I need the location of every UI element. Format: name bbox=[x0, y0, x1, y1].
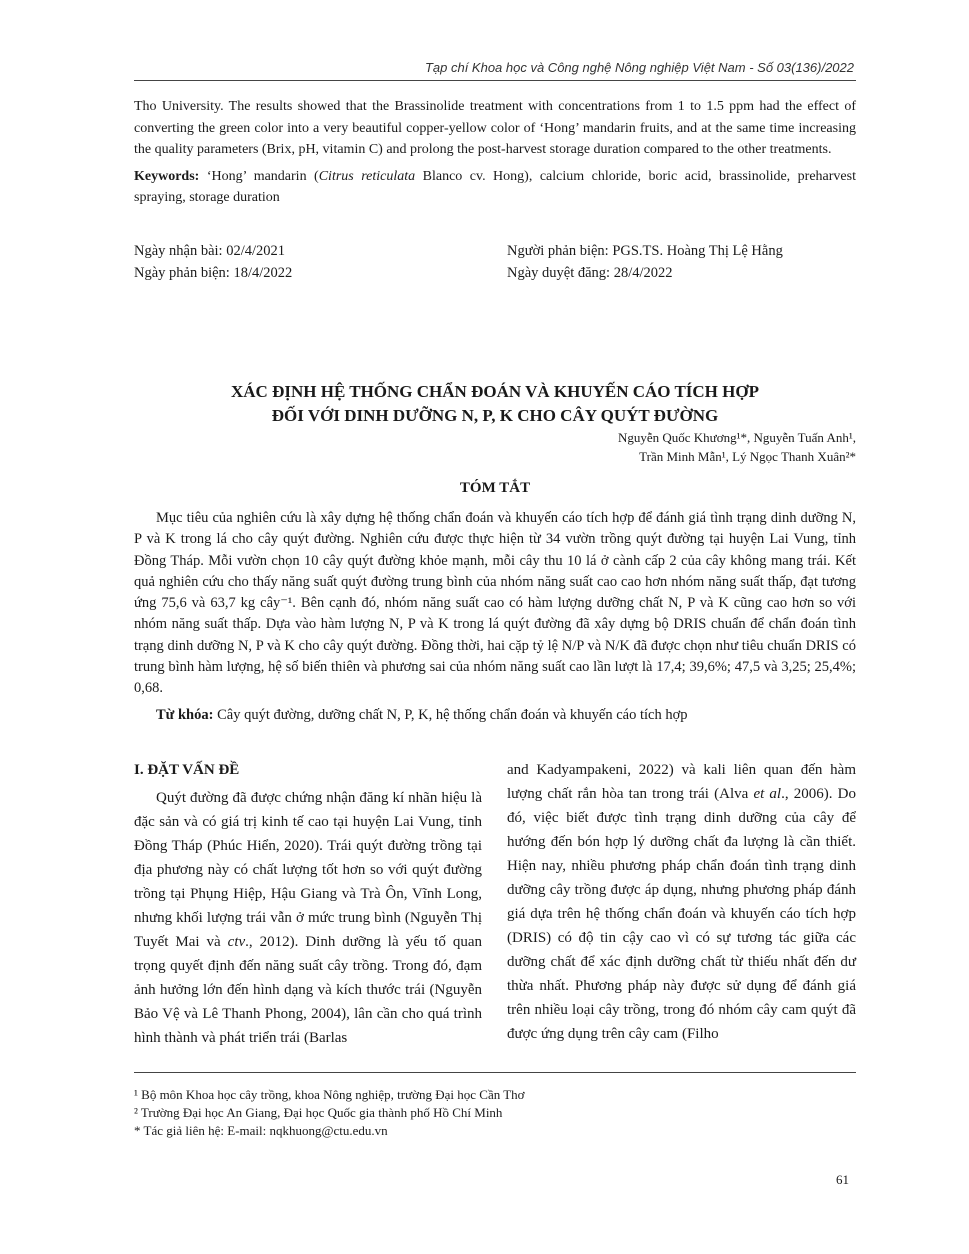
journal-header: Tạp chí Khoa học và Công nghệ Nông nghiệp Việt Nam - Số 03(136)/2022 bbox=[424, 60, 854, 75]
vietnamese-keywords-label: Từ khóa: bbox=[156, 706, 214, 723]
authors-line-2: Trần Minh Mẫn¹, Lý Ngọc Thanh Xuân²* bbox=[639, 449, 856, 464]
vietnamese-keywords-text: Cây quýt đường, dưỡng chất N, P, K, hệ thống chẩn đoán và khuyến cáo tích hợp bbox=[213, 706, 688, 723]
vietnamese-keywords bbox=[134, 705, 856, 726]
date-reviewed: Ngày phản biện: 18/4/2022 bbox=[134, 265, 293, 281]
header-rule bbox=[134, 80, 856, 81]
body-left-paragraph bbox=[134, 786, 482, 1050]
body-left-text-b: ., 2012). Dinh dưỡng là yếu tố quan trọng quyết định đến năng suất cây trồng. Trong đó, đạm ảnh hưởng lớn đến hình dạng và kích thước trái (Nguyễn Bảo Vệ và Lê Thanh Phong, 2004), lân cần cho quá trình hình thành và phát triển trái (Barlas bbox=[134, 934, 482, 1046]
vietnamese-abstract-text: Mục tiêu của nghiên cứu là xây dựng hệ thống chẩn đoán và khuyến cáo tích hợp để đánh giá tình trạng dinh dưỡng N, P và K trong lá cho cây quýt đường. Nghiên cứu được thực hiện từ 34 vườn trồng quýt đường tại huyện Lai Vung, tỉnh Đồng Tháp. Mỗi vườn chọn 10 cây quýt đường khỏe mạnh, mỗi cây thu 10 lá ở cành cấp 2 của cây không mang trái. Kết quả nghiên cứu cho thấy năng suất quýt đường trung bình của nhóm năng suất cao cao hơn nhóm năng suất thấp, đạt tương ứng 75,6 và 63,7 kg cây⁻¹. Bên cạnh đó, nhóm năng suất cao có hàm lượng dưỡng chất N, P và K cũng cao hơn so với nhóm năng suất thấp. Dựa vào hàm lượng N, P và K trong lá quýt đường đã xây dựng bộ DRIS chuẩn để chẩn đoán tình trạng dinh dưỡng N, P và K cho cây quýt đường. Đồng thời, hai cặp tỷ lệ N/P và N/K đã được chọn như tiêu chuẩn DRIS có trung bình hàm lượng, hệ số biến thiên và phương sai của nhóm năng suất cao lần lượt là 17,4; 39,6%; 47,5 và 3,25; 25,4%; 0,68. bbox=[134, 510, 856, 697]
article-title bbox=[134, 380, 856, 428]
english-keywords-part-a: ‘Hong’ mandarin ( bbox=[199, 168, 319, 184]
article-title-line-1: XÁC ĐỊNH HỆ THỐNG CHẨN ĐOÁN VÀ KHUYẾN CÁO TÍCH HỢP bbox=[231, 382, 759, 401]
body-right-etal: et al bbox=[753, 786, 782, 802]
vietnamese-abstract bbox=[134, 508, 856, 726]
english-keywords-part-b: Blanco cv. Hong), calcium chloride, boric acid, brassinolide, preharvest spraying, storage duration bbox=[134, 168, 856, 205]
date-accepted: Ngày duyệt đăng: 28/4/2022 bbox=[507, 265, 673, 281]
footnotes bbox=[134, 1086, 525, 1140]
body-right-column bbox=[507, 758, 856, 1046]
english-keywords bbox=[134, 166, 856, 209]
body-right-text-a: and Kadyampakeni, 2022) và kali liên quan đến hàm lượng chất rắn hòa tan trong trái (Alva bbox=[507, 762, 856, 802]
footnote-corresponding: * Tác giả liên hệ: E-mail: nqkhuong@ctu.edu.vn bbox=[134, 1123, 388, 1138]
article-title-line-2: ĐỐI VỚI DINH DƯỠNG N, P, K CHO CÂY QUÝT ĐƯỜNG bbox=[271, 406, 719, 425]
article-authors bbox=[618, 428, 856, 466]
page-number: 61 bbox=[836, 1172, 849, 1187]
body-left-etal: ctv bbox=[227, 934, 246, 950]
vietnamese-abstract-heading: TÓM TẮT bbox=[459, 480, 531, 496]
body-right-paragraph bbox=[507, 758, 856, 1046]
english-abstract bbox=[134, 96, 856, 209]
english-keywords-scientific-name: Citrus reticulata bbox=[318, 168, 416, 184]
footnote-2: ² Trường Đại học An Giang, Đại học Quốc gia thành phố Hồ Chí Minh bbox=[134, 1105, 503, 1120]
body-right-text-b: ., 2006). Do đó, việc biết được tình trạng dinh dưỡng của cây để hướng đến bón hợp lý dưỡng chất đa lượng là cần thiết. Hiện nay, nhiều phương pháp chẩn đoán tình trạng dinh dưỡng cây trồng được áp dụng, nhưng phương pháp đánh giá dựa trên hệ thống chẩn đoán và khuyến cáo tích hợp (DRIS) có độ tin cậy cao vì có sự tương tác giữa các dưỡng chất để xác định dưỡng chất từ thiếu nhất đến dư thừa nhất. Phương pháp này được sử dụng để đánh giá trên nhiều loại cây trồng, trong đó nhóm cây cam quýt đã được ứng dụng trên cây cam (Filho bbox=[507, 786, 856, 1042]
body-left-text-a: Quýt đường đã được chứng nhận đăng kí nhãn hiệu là đặc sản và có giá trị kinh tế cao tại huyện Lai Vung, tỉnh Đồng Tháp (Phúc Hiển, 2020). Trái quýt đường trồng tại địa phương này có chất lượng tốt hơn so với quýt đường trồng tại Phụng Hiệp, Hậu Giang và Trà Ôn, Vĩnh Long, nhưng khối lượng trái vẫn ở mức trung bình (Nguyễn Thị Tuyết Mai và bbox=[134, 790, 482, 950]
authors-line-1: Nguyễn Quốc Khương¹*, Nguyễn Tuấn Anh¹, bbox=[617, 430, 856, 445]
body-left-column bbox=[134, 758, 482, 1050]
reviewer-name: Người phản biện: PGS.TS. Hoàng Thị Lệ Hằng bbox=[507, 243, 783, 259]
english-keywords-label: Keywords: bbox=[134, 168, 200, 184]
footnote-1: ¹ Bộ môn Khoa học cây trồng, khoa Nông nghiệp, trường Đại học Cần Thơ bbox=[134, 1087, 525, 1102]
english-abstract-text: Tho University. The results showed that the Brassinolide treatment with concentrations from 1 to 1.5 ppm had the effect of converting the green color into a very beautiful copper-yellow color of ‘Hong’ mandarin fruits, and at the same time increasing the quality parameters (Brix, pH, vitamin C) and prolong the post-harvest storage duration compared to the other treatments. bbox=[134, 99, 856, 157]
footnote-rule bbox=[134, 1072, 856, 1073]
date-received: Ngày nhận bài: 02/4/2021 bbox=[134, 243, 286, 259]
section-heading: I. ĐẶT VẤN ĐỀ bbox=[134, 762, 240, 778]
